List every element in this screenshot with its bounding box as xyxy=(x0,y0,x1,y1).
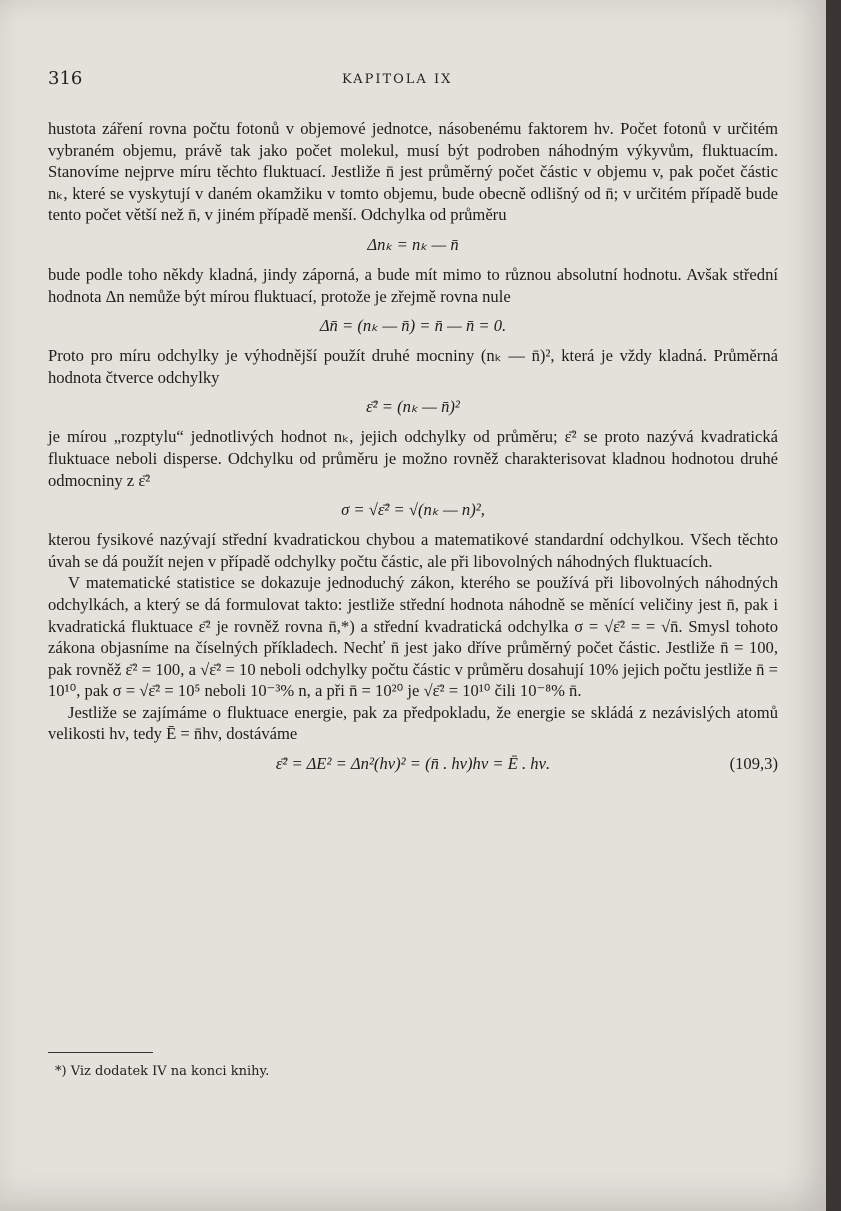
equation-energy-row xyxy=(48,753,778,775)
paragraph-4: je mírou „rozptylu“ jednotlivých hodnot nₖ, jejich odchylky od průměru; ε̄² se proto nazývá kvadratická fluktuace neboli disperse. Odchylku od průměru je možno rovněž charakterisovat kladnou hodnotou druhé odmocniny z ε̄² xyxy=(48,427,778,490)
paragraph-3: Proto pro míru odchylky je výhodnější použít druhé mocniny (nₖ — n̄)², která je vždy kladná. Průměrná hodnota čtverce odchylky xyxy=(48,346,778,387)
equation-energy: ε̄² = ΔE² = Δn²(hν)² = (n̄ . hν)hν = Ē . hν. xyxy=(275,754,551,774)
page-number: 316 xyxy=(48,68,83,89)
page-header xyxy=(48,68,778,94)
paragraph-1: hustota záření rovna počtu fotonů v objemové jednotce, násobenému faktorem hν. Počet fotonů v určitém vybraném objemu, právě tak jako počet molekul, musí být podroben náhodným výkyvům, fluktuacím. Stanovíme nejprve míru těchto fluktuací. Jestliže n̄ jest průměrný počet částic v objemu v, pak počet částic nₖ, které se vyskytují v daném okamžiku v tomto objemu, bude obecně odlišný od n̄; v určitém případě bude tento počet větší než n̄, v jiném případě menší. Odchylka od průměru xyxy=(48,119,778,225)
paragraph-2: bude podle toho někdy kladná, jindy záporná, a bude mít mimo to různou absolutní hodnotu. Avšak střední hodnota Δn nemůže být mírou fluktuací, protože je zřejmě rovna nule xyxy=(48,264,778,306)
equation-sigma: σ = √ε̄² = √(nₖ — n)², xyxy=(341,500,485,520)
equation-deviation: Δnₖ = nₖ — n̄ xyxy=(367,234,459,254)
page-edge xyxy=(826,0,841,1211)
page-body xyxy=(48,118,778,783)
paragraph-6: V matematické statistice se dokazuje jednoduchý zákon, kterého se používá při libovolných náhodných odchylkách, a který se dá formulovat takto: jestliže střední hodnota náhodně se měnící veličiny jest n̄, pak i kvadratická fluktuace ε̄² je rovněž rovna n̄,*) a střední kvadratická odchylka σ = √ε̄² = = √n̄. Smysl tohoto zákona objasníme na číselných příkladech. Nechť n̄ jest jako dříve průměrný počet částic. Jestliže n̄ = 100, pak rovněž ε̄² = 100, a √ε̄² = 10 neboli odchylky počtu částic v průměru dosahují 10% jejich počtu jestliže n̄ = 10¹⁰, pak σ = √ε̄² = 10⁵ neboli 10⁻³% n, a při n̄ = 10²⁰ je √ε̄² = 10¹⁰ čili 10⁻⁸% n̄. xyxy=(48,573,778,701)
paragraph-7: Jestliže se zajímáme o fluktuace energie, pak za předpokladu, že energie se skládá z nezávislých atomů velikosti hν, tedy Ē = n̄hν, dostáváme xyxy=(48,702,778,744)
equation-number: (109,3) xyxy=(729,754,778,774)
chapter-title: KAPITOLA IX xyxy=(342,72,453,87)
footnote-divider xyxy=(48,1052,153,1053)
paragraph-5: kterou fysikové nazývají střední kvadratickou chybou a matematikové standardní odchylkou. Všech těchto úvah se dá použít nejen v případě odchylky počtu částic, ale při libovolných náhodných fluktuacích. xyxy=(48,530,778,571)
equation-mean-square: ε̄² = (nₖ — n̄)² xyxy=(366,397,460,417)
footnote: *) Viz dodatek IV na konci knihy. xyxy=(55,1064,270,1079)
equation-mean-deviation: Δn̄ = (nₖ — n̄) = n̄ — n̄ = 0. xyxy=(319,316,507,336)
